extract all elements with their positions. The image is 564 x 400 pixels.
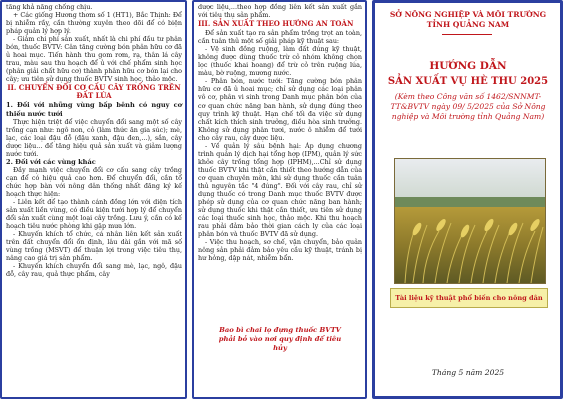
paragraph: - Khuyến khích tổ chức, cá nhân liên kết sản xuất trên đất chuyển đổi ổn định, lâu dài gắn với mã số vùng trồng (MSVT) để thuận lợi trong việc tiêu thụ, nâng cao giá trị sản phẩm. [6, 230, 182, 263]
agency-name: SỞ NÔNG NGHIỆP VÀ MÔI TRƯỜNG TỈNH QUẢNG NAM [389, 10, 547, 29]
paragraph: Đầy mạnh việc chuyển đổi cơ cấu sang cây trồng cạn để có hiệu quả cao hơn. Để chuyển đổi, cần tổ chức hợp bàn với nông dân thống nhất đăng ký kế hoạch thực hiện: [6, 165, 182, 198]
farmer-guide-badge: Tài liệu kỹ thuật phổ biến cho nông dân [390, 288, 548, 308]
paragraph: - Về quản lý sâu bệnh hại: Áp dụng chương trình quản lý dịch hại tổng hợp (IPM), quản lý sức khỏe cây trồng tổng hợp (IPHM),...Chỉ sử dụng thuốc BVTV khi thật cần thiết theo hướng dẫn của cơ quan chuyên môn, khi sử dụng thuốc cần tuân thủ nguyên tắc "4 đúng". Đối với cây rau, chỉ sử dụng thuốc có trong Danh mục thuốc BVTV được phép sử dụng của cơ quan chức năng ban hành; sử dụng thuốc khi thật cần thiết, ưu tiên sử dụng các loại thuốc sinh học, thảo mộc. Khi thu hoạch rau phải đảm bảo thời gian cách ly của các loại phân bón và thuốc BVTV đã sử dụng. [198, 141, 362, 239]
publication-date: Tháng 5 năm 2025 [431, 368, 505, 377]
paragraph: - Phân bón, nước tưới: Tăng cường bón phân hữu cơ đã ủ hoai mục; chỉ sử dụng các loại phân vô cơ, phân vi sinh trong Danh mục phân bón của cơ quan chức năng ban hành, sử dụng đúng theo quy trình kỹ thuật. Hạn chế tối đa việc sử dụng chất kích thích sinh trưởng, điều hòa sinh trưởng. Không sử dụng phân tươi, nước ô nhiễm để tưới cho cây rau, cây dược liệu. [198, 77, 362, 142]
middle-text-block [198, 3, 362, 262]
doc-subtitle: SẢN XUẤT VỤ HÈ THU 2025 [387, 76, 549, 87]
paragraph: Thực hiện triệt để việc chuyển đổi sang một số cây trồng cạn như: ngô non, cỏ (làm thức ăn gia súc); mè, lạc, các loại đậu đỗ (đậu xanh, đậu đen,...), sắn, cây dược liệu... để tăng hiệu quả sản xuất và giảm lượng nước tưới. [6, 117, 182, 158]
reference-note: (Kèm theo Công văn số 1462/SNNMT-TT&BVTV ngày 09/ 5/2025 của Sở Nông nghiệp và Môi trường tỉnh Quảng Nam) [390, 92, 546, 121]
section-heading: II. CHUYỂN ĐỔI CƠ CẤU CÂY TRỒNG TRÊN ĐẤT LÚA [7, 83, 181, 101]
paragraph: - Khuyến khích chuyển đổi sang mè, lạc, ngô, đậu đỗ, cây rau, quả thực phẩm, cây [6, 262, 182, 279]
left-text-block [6, 3, 182, 279]
paragraph: tăng khả năng chống chịu. [6, 3, 93, 11]
disposal-note: Bao bì chai lọ đựng thuốc BVTV phải bỏ vào nơi quy định để tiêu hủy [218, 326, 342, 352]
paragraph: Để sản xuất tạo ra sản phẩm trồng trọt an toàn, cần tuân thủ một số giải pháp kỹ thuật sau: [198, 29, 362, 46]
agency-underline [442, 34, 492, 35]
paragraph: - Việc thu hoạch, sơ chế, vận chuyển, bảo quản nông sản phải đảm bảo yêu cầu kỹ thuật, tránh bị hư hỏng, dập nát, nhiễm bẩn. [198, 238, 362, 263]
middle-column [192, 0, 368, 400]
left-column [0, 0, 188, 400]
rice-field-photo [394, 158, 546, 284]
paragraph: - Vệ sinh đồng ruộng, làm đất đúng kỹ thuật, không được dùng thuốc trừ cỏ nhóm không chọn lọc (thuốc khai hoang) để trừ cỏ trên ruộng lúa, màu, bờ ruộng, mương nước. [198, 45, 362, 78]
subheading: 2. Đối với các vùng khác [6, 157, 96, 166]
paragraph: + Các giống Hương thơm số 1 (HT1), Bắc Thịnh: Để bị nhiễm rầy, cần thường xuyên theo dõi để có biện pháp quản lý hợp lý. [6, 11, 182, 36]
paragraph: - Liên kết để tạo thành cánh đồng lớn với diện tích sản xuất liền vùng, có điều kiện tưới hợp lý để chuyển đổi sản xuất cùng một loại cây trồng. Lưu ý, cần có kế hoạch tiêu nước phòng khi gặp mưa lớn. [6, 198, 182, 231]
subheading: 1. Đối với những vùng bấp bênh có nguy cơ thiếu nước tưới [6, 101, 182, 118]
cover-column [372, 0, 564, 400]
paragraph: dược liệu,...theo hợp đồng liên kết sản xuất gắn với tiêu thụ sản phẩm. [198, 3, 362, 20]
rice-field-image [395, 159, 545, 283]
paragraph: - Giảm chi phí sản xuất, nhất là chi phí đầu tư phân bón, thuốc BVTV: Cân tăng cường bón phân hữu cơ đã ủ hoai mục. Tiến hành thu gom rơm, rạ, thân lá cây trau, màu sau thu hoạch để ủ với chế phẩm sinh học (phân giải chất hữu cơ) thành phân hữu cơ bón lại cho cây; ưu tiên sử dụng thuốc BVTV sinh học, thảo mộc. [6, 35, 182, 84]
doc-title: HƯỚNG DẪN [429, 60, 507, 72]
section-heading: III. SẢN XUẤT THEO HƯỚNG AN TOÀN [198, 19, 354, 29]
